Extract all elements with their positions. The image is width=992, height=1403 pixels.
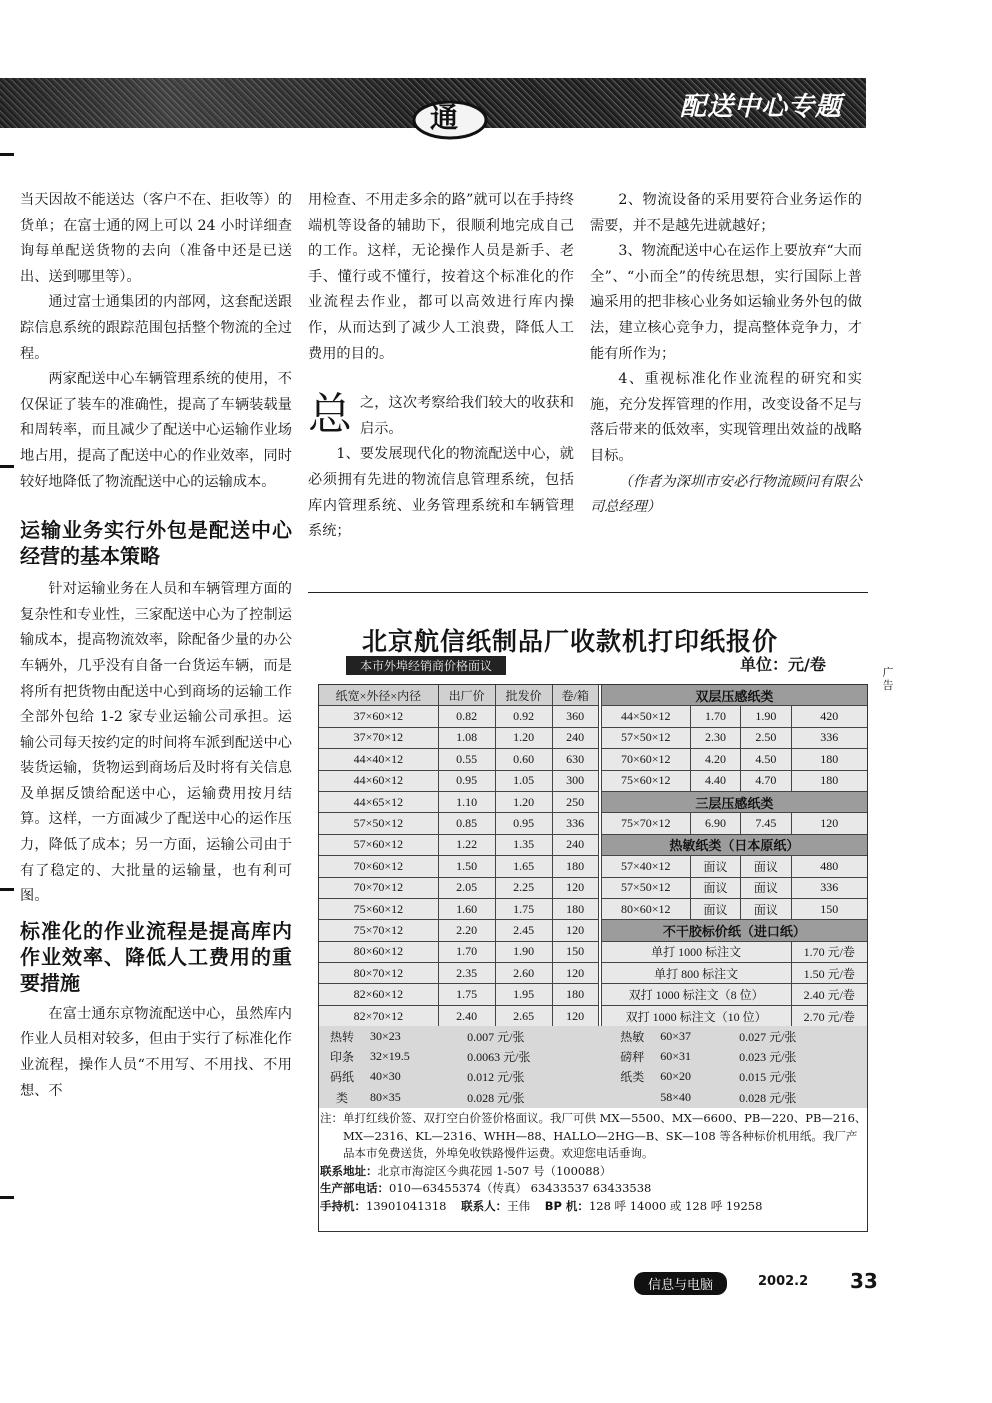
table-cell: 336 bbox=[791, 877, 867, 898]
table-cell: 1.75 bbox=[495, 898, 552, 919]
table-cell: 0.027 元/张 bbox=[739, 1029, 797, 1044]
table-cell: 2.25 bbox=[495, 877, 552, 898]
table-cell: 双打 1000 标注文（10 位） bbox=[601, 1005, 791, 1026]
table-cell: 0.015 元/张 bbox=[739, 1070, 797, 1085]
table-cell: 1.90 bbox=[495, 941, 552, 962]
table-cell: 1.60 bbox=[438, 898, 495, 919]
table-cell: 2.45 bbox=[495, 920, 552, 941]
table-cell: 6.90 bbox=[690, 813, 740, 834]
table-cell: 75×60×12 bbox=[601, 770, 690, 791]
table-cell: 60×37 bbox=[660, 1028, 692, 1043]
table-header-cell: 卷/箱 bbox=[552, 685, 598, 706]
table-cell: 2.70 元/卷 bbox=[791, 1005, 867, 1026]
table-cell: 1.35 bbox=[495, 834, 552, 855]
paragraph: 两家配送中心车辆管理系统的使用，不仅保证了装车的准确性，提高了车辆装载量和周转率，而且减少了配送中心运输作业场地占用，提高了配送中心的作业效率，同时较好地降低了物流配送中心的运输成本。 bbox=[20, 371, 292, 490]
table-cell: 面议 bbox=[690, 898, 740, 919]
prod-phone-label: 生产部电话： bbox=[320, 1181, 389, 1196]
table-cell: 0.028 元/张 bbox=[739, 1090, 797, 1105]
table-cell: 0.95 bbox=[495, 813, 552, 834]
section-title: 配送中心专题 bbox=[679, 92, 842, 122]
section-heading: 运输业务实行外包是配送中心经营的基本策略 bbox=[20, 518, 292, 569]
table-header-cell: 批发价 bbox=[495, 685, 552, 706]
table-cell: 180 bbox=[791, 749, 867, 770]
table-cell: 0.55 bbox=[438, 749, 495, 770]
header-banner-texture bbox=[0, 78, 420, 128]
ad-subtitle: 本市外埠经销商价格面议 bbox=[346, 656, 506, 675]
table-cell: 2.35 bbox=[438, 963, 495, 984]
table-cell: 2.40 bbox=[438, 1005, 495, 1026]
table-cell: 80×35 bbox=[370, 1089, 401, 1104]
table-cell: 120 bbox=[552, 877, 598, 898]
table-cell: 面议 bbox=[690, 856, 740, 877]
table-cell: 面议 bbox=[741, 877, 791, 898]
table-cell: 57×50×12 bbox=[601, 727, 690, 748]
divider bbox=[308, 592, 868, 593]
table-cell: 0.023 元/张 bbox=[739, 1050, 797, 1065]
table-cell: 0.0063 元/张 bbox=[467, 1050, 531, 1065]
table-cell: 1.75 bbox=[438, 984, 495, 1005]
paragraph: 3、物流配送中心在运作上要放弃“大而全”、“小而全”的传统思想，实行国际上普遍采用的把非核心业务如运输业务外包的做法，建立核心竞争力，提高整体竞争力，才能有所作为； bbox=[590, 243, 862, 362]
table-cell: 0.028 元/张 bbox=[467, 1090, 525, 1105]
table-cell: 44×40×12 bbox=[319, 749, 439, 770]
table-cell: 180 bbox=[552, 856, 598, 877]
margin-mark bbox=[0, 465, 14, 468]
contact-label: 联系人： bbox=[461, 1198, 508, 1213]
table-cell: 0.95 bbox=[438, 770, 495, 791]
mobile-label: 手持机： bbox=[320, 1198, 366, 1213]
table-cell: 双打 1000 标注文（8 位） bbox=[601, 984, 791, 1005]
table-section-header: 热敏纸类（日本原纸） bbox=[601, 834, 867, 855]
table-cell: 面议 bbox=[741, 856, 791, 877]
table-cell: 120 bbox=[791, 813, 867, 834]
table-cell: 37×70×12 bbox=[319, 727, 439, 748]
table-header-cell: 纸宽×外径×内径 bbox=[319, 685, 439, 706]
table-cell: 120 bbox=[552, 920, 598, 941]
table-cell: 1.70 元/卷 bbox=[791, 941, 867, 962]
paragraph: 4、重视标准化作业流程的研究和实施，充分发挥管理的作用，改变设备不足与落后带来的低效率，实现管理出效益的战略目标。 bbox=[590, 371, 862, 464]
paragraph: 针对运输业务在人员和车辆管理方面的复杂性和专业性，三家配送中心为了控制运输成本，提高物流效率，除配备少量的办公车辆外，几乎没有自备一台货运车辆，而是将所有把货物由配送中心到商场的运输工作全部外包给 1-2 家专业运输公司承担。运输公司每天按约定的时间将车派到配送中心装货运输，货物运到商场后及时将有关信息及单据反馈给配送中心，运输费用按月结算。这样，一方面减少了配送中心的运作压力，降低了成本；另一方面，运输公司由于有了稳定的、大批量的运输量，也有利可图。 bbox=[20, 581, 292, 905]
table-cell: 240 bbox=[552, 727, 598, 748]
table-cell: 120 bbox=[552, 1005, 598, 1026]
table-cell: 1.10 bbox=[438, 791, 495, 812]
table-cell: 2.30 bbox=[690, 727, 740, 748]
table-cell: 4.70 bbox=[741, 770, 791, 791]
table-cell: 1.70 bbox=[438, 941, 495, 962]
table-cell: 0.60 bbox=[495, 749, 552, 770]
category-label: 类 bbox=[335, 1090, 348, 1105]
category-label: 纸类 bbox=[620, 1070, 645, 1085]
ad-note: 注：单打红线价签、双打空白价签价格面议。我厂可供 MX—5500、MX—6600、PB—220、PB—216、MX—2316、KL—2316、WHH—88、HALLO—2HG—B、SK—108 等各种标价机用纸。我厂产品本市免费送货，外埠免收铁路慢件运费。欢迎您电话垂询。 bbox=[320, 1111, 867, 1161]
table-cell: 1.08 bbox=[438, 727, 495, 748]
category-label: 磅秤 bbox=[620, 1050, 645, 1065]
table-cell: 75×70×12 bbox=[319, 920, 439, 941]
bp: 128 呼 14000 或 128 呼 19258 bbox=[588, 1198, 763, 1213]
table-cell: 150 bbox=[791, 898, 867, 919]
paragraph: 当天因故不能送达（客户不在、拒收等）的货单；在富士通的网上可以 24 小时详细查询每单配送货物的去向（准备中还是已送出、送到哪里等）。 bbox=[20, 192, 292, 285]
table-cell: 630 bbox=[552, 749, 598, 770]
table-cell: 360 bbox=[552, 706, 598, 727]
table-cell: 82×70×12 bbox=[319, 1005, 439, 1026]
table-cell: 150 bbox=[552, 941, 598, 962]
table-cell: 180 bbox=[552, 984, 598, 1005]
paragraph-text: 之，这次考察给我们较大的收获和启示。 bbox=[360, 395, 574, 437]
page-number: 33 bbox=[850, 1269, 878, 1293]
table-cell: 44×50×12 bbox=[601, 706, 690, 727]
table-cell: 1.20 bbox=[495, 791, 552, 812]
table-cell: 240 bbox=[552, 834, 598, 855]
table-cell: 7.45 bbox=[741, 813, 791, 834]
table-cell: 4.50 bbox=[741, 749, 791, 770]
table-cell: 1.95 bbox=[495, 984, 552, 1005]
paragraph: 在富士通东京物流配送中心，虽然库内作业人员相对较多，但由于实行了标准化作业流程，操作人员“不用写、不用找、不用想、不 bbox=[20, 1005, 292, 1099]
table-cell: 1.20 bbox=[495, 727, 552, 748]
table-cell: 70×60×12 bbox=[319, 856, 439, 877]
table-cell: 2.50 bbox=[741, 727, 791, 748]
table-cell: 180 bbox=[552, 898, 598, 919]
category-label: 热敏 bbox=[620, 1029, 645, 1044]
table-cell: 70×60×12 bbox=[601, 749, 690, 770]
table-cell: 面议 bbox=[690, 877, 740, 898]
table-cell: 0.85 bbox=[438, 813, 495, 834]
table-cell: 2.65 bbox=[495, 1005, 552, 1026]
ad-frame bbox=[318, 684, 868, 1232]
bp-label: BP 机： bbox=[544, 1198, 589, 1213]
address-label: 联系地址： bbox=[320, 1163, 378, 1178]
article-column-3 bbox=[590, 188, 862, 521]
prod-phone: 010—63455374（传真） 63433537 63433538 bbox=[389, 1181, 652, 1196]
table-cell: 1.90 bbox=[741, 706, 791, 727]
ad-side-tag: 广告 bbox=[882, 666, 894, 692]
table-cell: 480 bbox=[791, 856, 867, 877]
table-cell: 单打 800 标注文 bbox=[601, 963, 791, 984]
table-section-header: 双层压感纸类 bbox=[601, 685, 867, 706]
mobile: 13901041318 bbox=[366, 1198, 447, 1213]
table-cell: 2.60 bbox=[495, 963, 552, 984]
table-cell: 336 bbox=[791, 727, 867, 748]
table-cell: 1.05 bbox=[495, 770, 552, 791]
table-cell: 1.65 bbox=[495, 856, 552, 877]
magazine-logo-text: 通 bbox=[430, 101, 459, 134]
table-cell: 单打 1000 标注文 bbox=[601, 941, 791, 962]
table-cell: 57×60×12 bbox=[319, 834, 439, 855]
table-cell: 75×60×12 bbox=[319, 898, 439, 919]
table-cell: 57×40×12 bbox=[601, 856, 690, 877]
table-cell: 面议 bbox=[741, 898, 791, 919]
table-cell: 57×50×12 bbox=[319, 813, 439, 834]
table-cell: 80×60×12 bbox=[601, 898, 690, 919]
paragraph: 2、物流设备的采用要符合业务运作的需要，并不是越先进就越好； bbox=[590, 192, 862, 234]
table-cell: 75×70×12 bbox=[601, 813, 690, 834]
table-cell: 2.40 元/卷 bbox=[791, 984, 867, 1005]
table-cell: 60×31 bbox=[660, 1049, 692, 1064]
conclusion-intro bbox=[308, 391, 574, 442]
ad-title: 北京航信纸制品厂收款机打印纸报价 bbox=[362, 627, 779, 656]
category-label: 热转 bbox=[329, 1029, 354, 1044]
contact: 王伟 bbox=[507, 1198, 531, 1213]
paragraph: 1、要发展现代化的物流配送中心，就必须拥有先进的物流信息管理系统，包括库内管理系统、业务管理系统和车辆管理系统； bbox=[308, 446, 574, 540]
table-section-header: 三层压感纸类 bbox=[601, 791, 867, 812]
paragraph: 通过富士通集团的内部网，这套配送跟踪信息系统的跟踪范围包括整个物流的全过程。 bbox=[20, 294, 292, 362]
category-label: 码纸 bbox=[329, 1070, 354, 1085]
table-cell: 336 bbox=[552, 813, 598, 834]
address: 北京市海淀区今典花园 1-507 号（100088） bbox=[377, 1163, 612, 1178]
table-cell: 0.012 元/张 bbox=[467, 1070, 525, 1085]
table-cell: 60×20 bbox=[660, 1069, 692, 1084]
magazine-name: 信息与电脑 bbox=[634, 1272, 727, 1295]
margin-mark bbox=[0, 1196, 14, 1199]
margin-mark bbox=[0, 888, 14, 891]
table-cell: 4.20 bbox=[690, 749, 740, 770]
author-note: （作者为深圳市安必行物流顾问有限公司总经理） bbox=[590, 473, 862, 516]
table-cell: 4.40 bbox=[690, 770, 740, 791]
section-heading: 标准化的作业流程是提高库内作业效率、降低人工费用的重要措施 bbox=[20, 918, 292, 995]
article-column-1 bbox=[20, 188, 292, 1104]
table-cell: 1.70 bbox=[690, 706, 740, 727]
table-cell: 0.92 bbox=[495, 706, 552, 727]
table-cell: 82×60×12 bbox=[319, 984, 439, 1005]
table-cell: 250 bbox=[552, 791, 598, 812]
table-cell: 58×40 bbox=[660, 1089, 692, 1104]
table-cell: 300 bbox=[552, 770, 598, 791]
table-cell: 2.05 bbox=[438, 877, 495, 898]
table-cell: 57×50×12 bbox=[601, 877, 690, 898]
table-cell: 180 bbox=[791, 770, 867, 791]
paragraph: 用检查、不用走多余的路”就可以在手持终端机等设备的辅助下，很顺利地完成自己的工作。这样，无论操作人员是新手、老手、懂行或不懂行，按着这个标准化的作业流程去作业，都可以高效进行库内操作，从而达到了减少人工浪费，降低人工费用的目的。 bbox=[308, 192, 574, 362]
table-section-header: 不干胶标价纸（进口纸） bbox=[601, 920, 867, 941]
issue-date: 2002.2 bbox=[758, 1274, 809, 1289]
table-cell: 420 bbox=[791, 706, 867, 727]
table-cell: 44×60×12 bbox=[319, 770, 439, 791]
table-header-cell: 出厂价 bbox=[438, 685, 495, 706]
table-cell: 37×60×12 bbox=[319, 706, 439, 727]
table-cell: 0.007 元/张 bbox=[467, 1029, 525, 1044]
margin-mark bbox=[0, 153, 14, 156]
table-cell: 44×65×12 bbox=[319, 791, 439, 812]
table-cell: 120 bbox=[552, 963, 598, 984]
table-cell: 32×19.5 bbox=[370, 1049, 410, 1064]
category-label: 印条 bbox=[329, 1050, 354, 1065]
table-cell: 1.50 bbox=[438, 856, 495, 877]
article-column-2 bbox=[308, 188, 574, 545]
table-cell: 2.20 bbox=[438, 920, 495, 941]
ad-unit: 单位：元/卷 bbox=[740, 655, 826, 674]
table-cell: 1.22 bbox=[438, 834, 495, 855]
table-cell: 80×60×12 bbox=[319, 941, 439, 962]
drop-cap: 总 bbox=[308, 389, 352, 441]
table-cell: 0.82 bbox=[438, 706, 495, 727]
table-cell: 40×30 bbox=[370, 1069, 401, 1084]
table-cell: 80×70×12 bbox=[319, 963, 439, 984]
table-cell: 30×23 bbox=[370, 1028, 401, 1043]
table-cell: 70×70×12 bbox=[319, 877, 439, 898]
table-cell: 1.50 元/卷 bbox=[791, 963, 867, 984]
